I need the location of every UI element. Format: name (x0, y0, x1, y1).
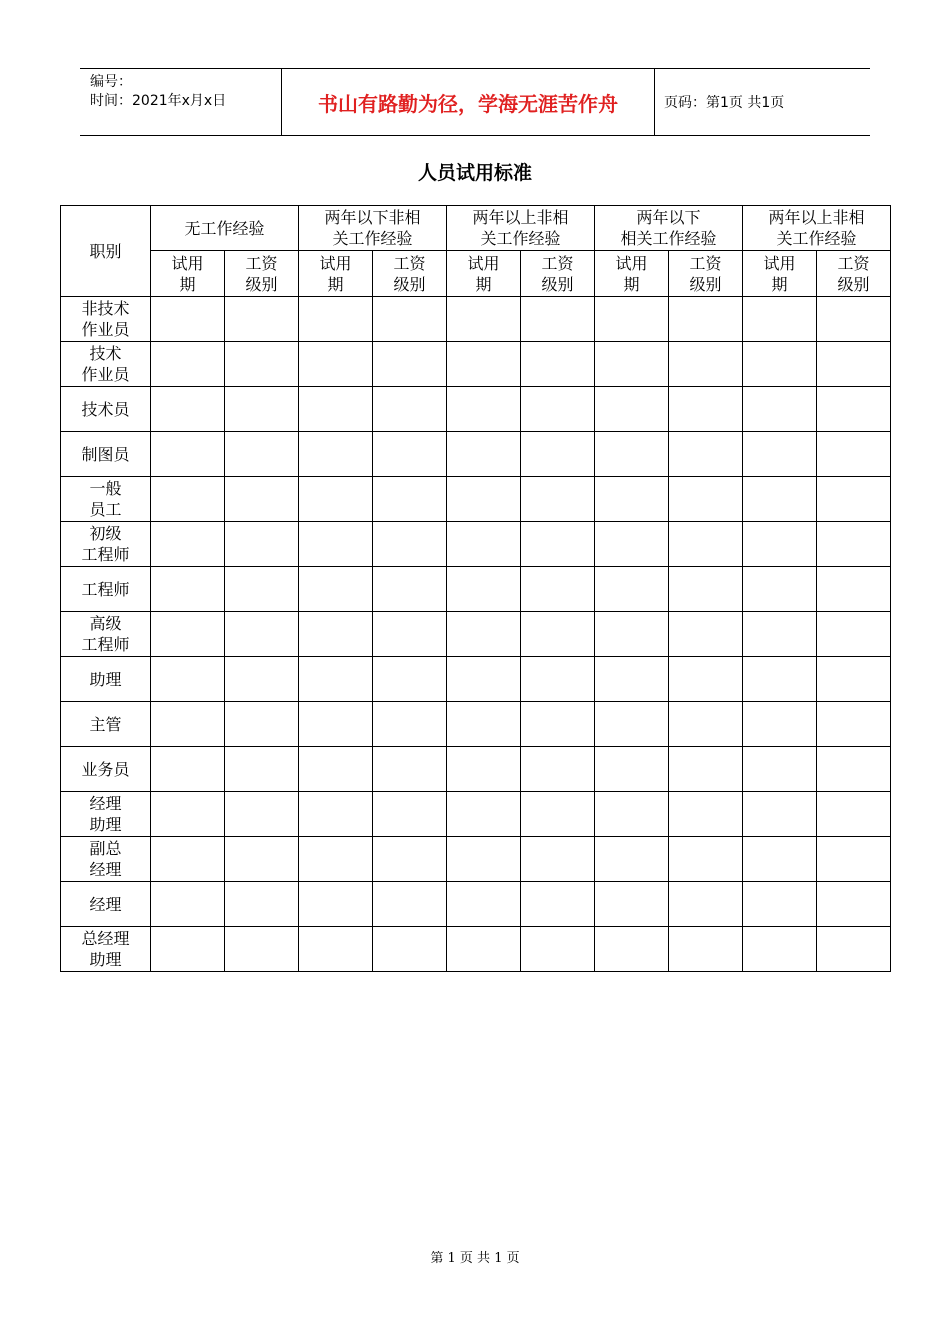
table-cell (447, 837, 521, 882)
row-label: 一般 员工 (61, 477, 151, 522)
table-cell (669, 387, 743, 432)
sub-header-salary-level: 工资 级别 (225, 251, 299, 297)
table-cell (521, 837, 595, 882)
table-cell (743, 522, 817, 567)
table-cell (299, 837, 373, 882)
header-motto: 书山有路勤为径，学海无涯苦作舟 (318, 91, 618, 116)
table-cell (595, 477, 669, 522)
table-cell (151, 882, 225, 927)
table-cell (151, 837, 225, 882)
table-cell (817, 657, 891, 702)
sub-header-trial-period: 试用 期 (595, 251, 669, 297)
table-cell (669, 882, 743, 927)
table-cell (817, 297, 891, 342)
table-row (61, 747, 891, 792)
table-cell (373, 297, 447, 342)
table-cell (521, 747, 595, 792)
table-cell (447, 747, 521, 792)
table-cell (595, 837, 669, 882)
table-cell (447, 432, 521, 477)
table-cell (669, 792, 743, 837)
page-footer: 第 1 页 共 1 页 (430, 1251, 520, 1266)
table-cell (299, 882, 373, 927)
sub-header-trial-period: 试用 期 (151, 251, 225, 297)
table-cell (521, 927, 595, 972)
sub-header-trial-period: 试用 期 (447, 251, 521, 297)
group-header: 无工作经验 (151, 206, 299, 251)
sub-header-salary-level: 工资 级别 (817, 251, 891, 297)
table-cell (817, 342, 891, 387)
table-cell (595, 297, 669, 342)
row-label: 经理 助理 (61, 792, 151, 837)
table-row (61, 792, 891, 837)
table-row (61, 432, 891, 477)
table-cell (595, 882, 669, 927)
header-meta (90, 73, 226, 111)
table-cell (595, 747, 669, 792)
table-cell (817, 792, 891, 837)
table-cell (299, 297, 373, 342)
table-cell (151, 657, 225, 702)
table-cell (669, 702, 743, 747)
sub-header-salary-level: 工资 级别 (373, 251, 447, 297)
sub-header-row (61, 251, 891, 297)
table-cell (373, 837, 447, 882)
table-cell (225, 477, 299, 522)
row-label: 经理 (61, 882, 151, 927)
table-cell (373, 702, 447, 747)
row-label: 工程师 (61, 567, 151, 612)
document-number-label: 编号： (90, 74, 132, 90)
sub-header-trial-period: 试用 期 (743, 251, 817, 297)
table-cell (225, 387, 299, 432)
table-cell (743, 927, 817, 972)
table-cell (151, 342, 225, 387)
table-cell (373, 522, 447, 567)
table-cell (521, 882, 595, 927)
table-row (61, 477, 891, 522)
group-header: 两年以下非相 关工作经验 (299, 206, 447, 251)
table-cell (743, 747, 817, 792)
table-cell (447, 387, 521, 432)
group-header: 两年以上非相 关工作经验 (447, 206, 595, 251)
header-page-info: 页码：第1页 共1页 (664, 95, 785, 111)
page-title: 人员试用标准 (417, 162, 532, 184)
table-row (61, 297, 891, 342)
table-cell (151, 522, 225, 567)
document-time-label: 时间：2021年x月x日 (90, 93, 227, 109)
table-cell (817, 432, 891, 477)
table-cell (521, 432, 595, 477)
table-cell (669, 297, 743, 342)
sub-header-salary-level: 工资 级别 (669, 251, 743, 297)
table-cell (521, 297, 595, 342)
table-cell (299, 792, 373, 837)
table-row (61, 837, 891, 882)
table-cell (743, 477, 817, 522)
table-cell (447, 522, 521, 567)
table-cell (743, 837, 817, 882)
table-cell (817, 387, 891, 432)
trial-standard-table (60, 205, 891, 972)
table-row (61, 567, 891, 612)
table-cell (817, 612, 891, 657)
table-cell (595, 342, 669, 387)
table-cell (447, 702, 521, 747)
table-cell (299, 477, 373, 522)
table-cell (225, 342, 299, 387)
table-cell (669, 657, 743, 702)
table-cell (373, 657, 447, 702)
table-cell (817, 567, 891, 612)
table-cell (447, 477, 521, 522)
table-cell (743, 387, 817, 432)
table-row (61, 612, 891, 657)
header-divider-right (654, 69, 655, 135)
table-cell (743, 297, 817, 342)
table-cell (151, 792, 225, 837)
table-cell (669, 342, 743, 387)
table-row (61, 342, 891, 387)
table-cell (299, 522, 373, 567)
table-cell (299, 612, 373, 657)
table-cell (595, 432, 669, 477)
table-cell (151, 297, 225, 342)
table-cell (595, 792, 669, 837)
table-cell (447, 927, 521, 972)
table-cell (669, 747, 743, 792)
table-cell (743, 567, 817, 612)
table-cell (151, 567, 225, 612)
table-cell (595, 387, 669, 432)
table-cell (447, 297, 521, 342)
table-body (61, 297, 891, 972)
table-cell (817, 927, 891, 972)
table-cell (225, 297, 299, 342)
table-cell (669, 567, 743, 612)
table-cell (521, 342, 595, 387)
table-cell (743, 882, 817, 927)
table-cell (151, 387, 225, 432)
table-cell (299, 387, 373, 432)
table-cell (595, 612, 669, 657)
table-cell (743, 792, 817, 837)
table-cell (521, 477, 595, 522)
table-cell (447, 342, 521, 387)
table-cell (521, 702, 595, 747)
table-cell (743, 612, 817, 657)
table-cell (299, 702, 373, 747)
row-label: 总经理 助理 (61, 927, 151, 972)
table-cell (817, 702, 891, 747)
corner-header: 职别 (61, 206, 151, 297)
table-cell (669, 432, 743, 477)
table-cell (225, 657, 299, 702)
table-cell (151, 702, 225, 747)
table-cell (225, 522, 299, 567)
table-cell (595, 567, 669, 612)
sub-header-trial-period: 试用 期 (299, 251, 373, 297)
table-cell (521, 387, 595, 432)
table-cell (669, 522, 743, 567)
table-cell (373, 747, 447, 792)
table-cell (521, 567, 595, 612)
row-label: 技术员 (61, 387, 151, 432)
table-cell (225, 927, 299, 972)
table-cell (225, 567, 299, 612)
table-cell (225, 792, 299, 837)
table-cell (817, 837, 891, 882)
row-label: 副总 经理 (61, 837, 151, 882)
table-row (61, 387, 891, 432)
table-cell (225, 612, 299, 657)
table-cell (373, 432, 447, 477)
table-cell (817, 522, 891, 567)
table-cell (373, 477, 447, 522)
table-cell (521, 792, 595, 837)
row-label: 主管 (61, 702, 151, 747)
table-cell (299, 747, 373, 792)
table-cell (595, 927, 669, 972)
table-cell (669, 477, 743, 522)
row-label: 高级 工程师 (61, 612, 151, 657)
table-cell (373, 612, 447, 657)
table-cell (151, 477, 225, 522)
table-cell (743, 702, 817, 747)
table-cell (669, 837, 743, 882)
table-cell (373, 882, 447, 927)
table-cell (595, 522, 669, 567)
table-cell (225, 747, 299, 792)
table-cell (447, 792, 521, 837)
table-cell (447, 567, 521, 612)
table-cell (373, 792, 447, 837)
row-label: 助理 (61, 657, 151, 702)
group-header: 两年以上非相 关工作经验 (743, 206, 891, 251)
table-cell (373, 387, 447, 432)
table-cell (743, 342, 817, 387)
table-cell (225, 837, 299, 882)
sub-header-salary-level: 工资 级别 (521, 251, 595, 297)
table-cell (373, 927, 447, 972)
table-cell (151, 927, 225, 972)
table-cell (225, 432, 299, 477)
table-cell (151, 747, 225, 792)
document-header (80, 68, 870, 136)
group-header-row (61, 206, 891, 251)
table-cell (151, 612, 225, 657)
table-cell (447, 882, 521, 927)
table-cell (743, 657, 817, 702)
table-cell (225, 882, 299, 927)
table-row (61, 657, 891, 702)
table-cell (595, 702, 669, 747)
table-cell (817, 747, 891, 792)
table-cell (299, 657, 373, 702)
row-label: 制图员 (61, 432, 151, 477)
table-cell (225, 702, 299, 747)
table-cell (299, 342, 373, 387)
table-cell (373, 567, 447, 612)
table-cell (447, 657, 521, 702)
table-cell (817, 477, 891, 522)
table-cell (595, 657, 669, 702)
table-cell (299, 927, 373, 972)
table-cell (299, 567, 373, 612)
table-cell (521, 612, 595, 657)
row-label: 技术 作业员 (61, 342, 151, 387)
table-cell (299, 432, 373, 477)
group-header: 两年以下 相关工作经验 (595, 206, 743, 251)
table-cell (669, 927, 743, 972)
table-row (61, 927, 891, 972)
table-cell (151, 432, 225, 477)
row-label: 业务员 (61, 747, 151, 792)
table-cell (521, 522, 595, 567)
table-cell (447, 612, 521, 657)
table-cell (669, 612, 743, 657)
table-cell (373, 342, 447, 387)
table-cell (521, 657, 595, 702)
row-label: 非技术 作业员 (61, 297, 151, 342)
row-label: 初级 工程师 (61, 522, 151, 567)
table-row (61, 702, 891, 747)
table-row (61, 522, 891, 567)
table-row (61, 882, 891, 927)
table-cell (743, 432, 817, 477)
table-cell (817, 882, 891, 927)
